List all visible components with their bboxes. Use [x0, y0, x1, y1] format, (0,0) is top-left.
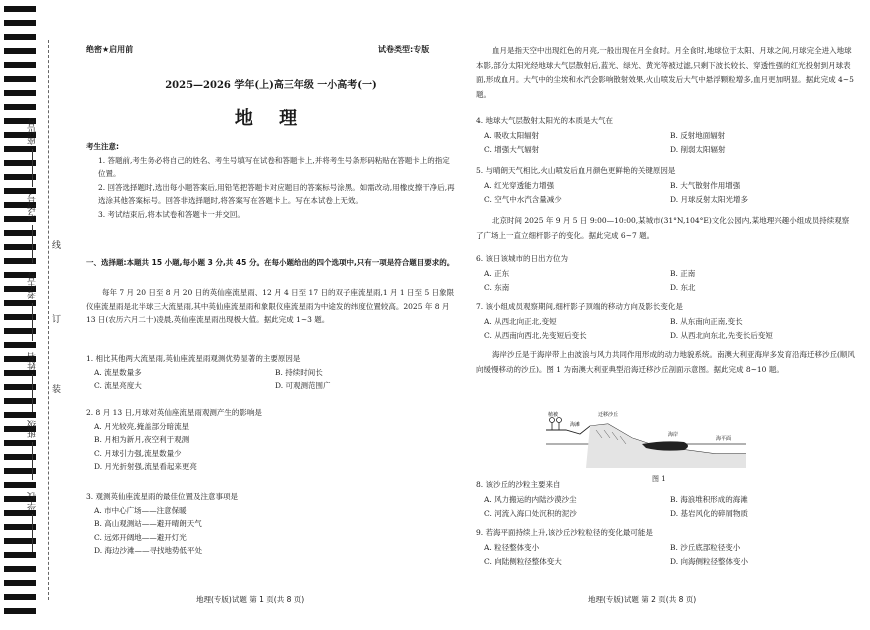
- page-footer: 地理(专版)试题 第 2 页(共 8 页): [588, 595, 697, 604]
- passage-1: 每年 7 月 20 日至 8 月 20 日的英仙座流星雨、12 月 4 日至 17 日的双子座流星雨,1 月 1 日至 5 日象限仪座流星雨是北半球三大流星雨,其中英仙座流星雨和象限仪座流星雨为中途发的纬度位置较高。2025 年 8 月 13 日(农历六月二十)凌晨,英仙座流星雨出现极大值。据此完成 1~3 题。: [86, 288, 455, 325]
- page-footer: 地理(专版)试题 第 1 页(共 8 页): [196, 595, 305, 604]
- binding-stripe: [4, 62, 36, 68]
- option-b: B. 高山观测站——避开晴朗天气: [94, 519, 202, 529]
- option-d: D. 可观测范围广: [275, 381, 331, 391]
- binding-stripe: [4, 342, 36, 348]
- binding-stripe: [4, 90, 36, 96]
- fig-label: 植被: [548, 412, 559, 418]
- subject-title: 地 理: [234, 108, 308, 129]
- binding-stripe: [4, 48, 36, 54]
- option-a: A. 正东: [484, 268, 510, 278]
- note-item: 2. 回答选择题时,选出每小题答案后,用铅笔把答题卡对应题目的答案标号涂黑。如需改动,用橡皮擦干净后,再选涂其他答案标号。回答非选择题时,将答案写在答题卡上。写在本试卷上无效。: [98, 182, 455, 206]
- question-1: [86, 352, 456, 393]
- option-d: D. 削弱太阳辐射: [670, 145, 726, 155]
- fig-label: 海岸: [668, 432, 679, 438]
- passage-dune: 海岸沙丘是于海岸带上由波浪与风力共同作用形成的动力地貌系统。南澳大利亚海岸多发育沿海迁移沙丘(顺风向缓慢移动的沙丘)。图 1 为南澳大利亚典型沿海迁移沙丘剖面示意图。据此完成 8~10 题。: [476, 350, 855, 374]
- option-a: A. 市中心广场——注意保暖: [94, 505, 187, 515]
- question-stem: 7. 该小组成员观察期间,细杆影子顶端的移动方向及影长变化是: [476, 302, 683, 311]
- binding-stripe: [4, 6, 36, 12]
- fig-label: 海滩: [570, 422, 581, 428]
- question-3: [86, 490, 456, 558]
- question-2: [86, 406, 456, 474]
- binding-stripe: [4, 594, 36, 600]
- question-stem: 8. 该沙丘的沙粒主要来自: [476, 480, 561, 489]
- cut-mark-xian: 线: [52, 241, 62, 251]
- binding-stripe: [4, 566, 36, 572]
- class-field: 班级: [26, 420, 39, 480]
- question-5: [476, 164, 856, 208]
- name-field: 姓名: [26, 352, 39, 412]
- option-b: B. 海浪堆积形成的海滩: [670, 494, 748, 504]
- option-d: D. 基岩风化的碎屑物质: [670, 509, 749, 519]
- option-c: C. 从西南向西北,先变短后变长: [484, 331, 587, 341]
- binding-stripe: [4, 412, 36, 418]
- dune-profile-figure: [546, 408, 746, 468]
- question-stem: 1. 相比其他两大流星雨,英仙座流星雨观测优势显著的主要原因是: [86, 354, 301, 363]
- fig-label: 迁移沙丘: [598, 412, 619, 418]
- figure-caption: 图 1: [652, 475, 666, 483]
- option-a: A. 从西北向正北,变短: [484, 316, 557, 326]
- binding-stripe: [4, 104, 36, 110]
- binding-stripe: [4, 552, 36, 558]
- notes-block: [86, 140, 456, 222]
- binding-stripe: [4, 608, 36, 614]
- question-7: [476, 300, 856, 344]
- passage-blood-moon: 血月是指天空中出现红色的月亮,一般出现在月全食时。月全食时,地球位于太阳、月球之间,月球完全进入地球本影,部分太阳光经地球大气层散射后,蓝光、绿光、黄光等被过滤,只剩下波长较长、穿透性强的红光投射到月球表面,形成血月。大气中的尘埃和水汽会影响散射效果,火山喷发后大气中悬浮颗粒增多,血月更加明显。据此完成 4~5 题。: [476, 46, 854, 99]
- option-b: B. 持续时间长: [275, 367, 323, 377]
- option-a: A. 粒径整体变小: [484, 542, 540, 552]
- exam-title: 2025—2026 学年(上)高三年级 一小高考(一): [165, 80, 377, 91]
- option-b: B. 沙丘底部粒径变小: [670, 542, 741, 552]
- binding-stripe: [4, 580, 36, 586]
- question-6: [476, 252, 856, 296]
- fig-label: 海平面: [716, 436, 732, 442]
- option-c: C. 向陆侧粒径整体变大: [484, 557, 562, 567]
- question-stem: 5. 与晴朗天气相比,火山喷发后血月颜色更鲜艳的关键原因是: [476, 166, 676, 175]
- secret-label: 绝密★启用前: [86, 45, 134, 54]
- question-stem: 4. 地球大气层散射太阳光的本质是大气在: [476, 116, 614, 125]
- option-a: A. 流星数量多: [94, 367, 142, 377]
- option-c: C. 东南: [484, 283, 510, 293]
- option-a: A. 吸收太阳辐射: [484, 130, 540, 140]
- question-stem: 3. 观测英仙座流星雨的最佳位置及注意事项是: [86, 492, 239, 501]
- option-d: D. 海边沙滩——寻找地势低平处: [94, 546, 203, 556]
- option-c: C. 流星亮度大: [94, 381, 142, 391]
- option-a: A. 红光穿透能力增强: [484, 180, 555, 190]
- seat-number-field: 座位号: [26, 118, 39, 187]
- question-stem: 6. 该日该城市的日出方位为: [476, 254, 569, 263]
- option-a: A. 风力搬运的内陆沙漠沙尘: [484, 494, 577, 504]
- notes-heading: 考生注意:: [86, 142, 119, 151]
- question-4: [476, 114, 856, 158]
- binding-stripe: [4, 76, 36, 82]
- page-1: [86, 0, 456, 630]
- cut-line: [48, 40, 49, 600]
- candidate-number-field: 考生号: [26, 272, 39, 341]
- vegetation-icon: [550, 418, 562, 431]
- option-c: C. 河流入海口处沉积的泥沙: [484, 509, 577, 519]
- note-item: 3. 考试结束后,将本试卷和答题卡一并交回。: [98, 209, 245, 219]
- school-field: 学校: [26, 492, 39, 552]
- option-c: C. 月球引力强,流星数量少: [94, 448, 182, 458]
- option-d: D. 从西北向东北,先变长后变短: [670, 331, 773, 341]
- question-9: [476, 526, 856, 570]
- option-d: D. 月球反射太阳光增多: [670, 195, 749, 205]
- option-c: C. 远郊开阔地——避开灯光: [94, 532, 187, 542]
- option-c: C. 空气中水汽含量减少: [484, 195, 562, 205]
- option-b: B. 正南: [670, 268, 696, 278]
- option-c: C. 增强大气辐射: [484, 145, 540, 155]
- section-heading: 一、选择题:本题共 15 小题,每小题 3 分,共 45 分。在每小题给出的四个选项中,只有一项是符合题目要求的。: [86, 258, 455, 267]
- cut-mark-zhuang: 装: [52, 385, 62, 395]
- option-b: B. 月相为新月,夜空利于观测: [94, 435, 190, 445]
- option-b: B. 从东南向正南,变长: [670, 316, 743, 326]
- option-d: D. 月光折射强,流星看起来更亮: [94, 462, 197, 472]
- page-2: [476, 0, 856, 630]
- option-b: B. 反射地面辐射: [670, 130, 726, 140]
- option-b: B. 大气散射作用增强: [670, 180, 741, 190]
- binding-stripe: [4, 20, 36, 26]
- note-item: 1. 答题前,考生务必将自己的姓名、考生号填写在试卷和答题卡上,并将考生号条形码粘贴在答题卡上的指定位置。: [98, 155, 450, 179]
- binding-stripe: [4, 34, 36, 40]
- binding-stripe: [4, 482, 36, 488]
- question-stem: 2. 8 月 13 日,月球对英仙座流星雨观测产生的影响是: [86, 408, 262, 417]
- exam-room-field: 考场号: [26, 194, 39, 263]
- question-8: [476, 478, 856, 522]
- option-d: D. 东北: [670, 283, 696, 293]
- paper-type: 试卷类型:专版: [378, 45, 430, 54]
- question-stem: 9. 若海平面持续上升,该沙丘沙粒粒径的变化最可能是: [476, 528, 653, 537]
- passage-shadow: 北京时间 2025 年 9 月 5 日 9:00—10:00,某城市(31°N,104°E)文化公园内,某地理兴趣小组成员持续观察了广场上一直立细杆影子的变化。据此完成 6~7 题。: [476, 216, 850, 240]
- option-a: A. 月光较亮,掩盖部分暗流星: [94, 421, 190, 431]
- cut-mark-ding: 订: [52, 315, 62, 325]
- option-d: D. 向海侧粒径整体变小: [670, 557, 749, 567]
